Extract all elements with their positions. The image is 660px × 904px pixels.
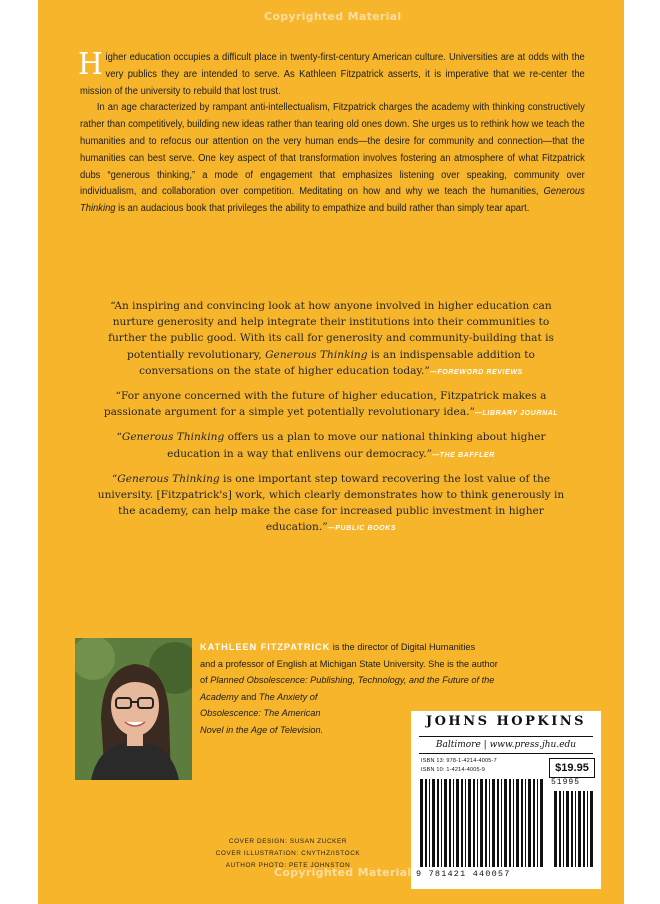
blurb-paragraph-2: In an age characterized by rampant anti-intellectualism, Fitzpatrick charges the academy with thinking constructively rather than competitively, building new ideas rather than tearing old ones down. She urges us to rethink how we teach the humanities and to refocus our attention on the very human ends—the desire for community and connection—that the humanities can best serve. One key aspect of that transformation involves fostering an atmosphere of what Fitzpatrick dubs “generous thinking,” a mode of engagement that emphasizes listening over speaking, community over individualism, and collaboration over competition. Meditating on how and why we teach the humanities, Generous Thinking is an audacious book that privileges the ability to empathize and build rather than simply tear apart. [80,102,585,215]
barcode-icon [419,779,547,867]
book-title: Generous Thinking [80,186,585,215]
price: $19.95 [549,758,595,778]
credit-design: COVER DESIGN: SUSAN ZUCKER [228,838,348,845]
author-photo [75,638,192,780]
addon-barcode-icon [553,791,597,867]
credit-illustration: COVER ILLUSTRATION: CNYTHZ/ISTOCK [215,850,361,857]
review-source: —LIBRARY JOURNAL [474,410,559,418]
isbn-13: ISBN 13: 978-1-4214-4005-7 [421,758,497,764]
watermark-bottom: Copyrighted Material [274,866,412,879]
review-quote: “Generous Thinking offers us a plan to move our national thinking about higher education in a way that enlivens our democracy.”—THE BAFFLER [116,431,546,460]
barcode-number: 9 781421 440057 [416,869,511,879]
blurb-paragraph-1: Higher education occupies a difficult place in twenty-first-century American culture. Universities are at odds with the very publics they are intended to serve. As Kathleen Fitzpatrick asserts, it is imperative that we re-center the mission of the university to rebuild that lost trust. [78,47,585,97]
review-source: —PUBLIC BOOKS [327,525,397,533]
review-quote: “An inspiring and convincing look at how anyone involved in higher education can nurture generosity and help integrate their institutions into their communities to further the public good. With its call for generosity and community-building that is potentially revolutionary, Generous Thinking is an indispensable addition to conversations on the state of higher education today.”—FOREWORD REVIEWS [108,300,554,377]
publisher-name: JOHNS HOPKINS [425,714,587,729]
isbn-10: ISBN 10: 1-4214-4005-9 [421,767,486,773]
drop-cap: H [78,47,103,82]
back-cover [38,0,624,904]
credit-photo: AUTHOR PHOTO: PETE JOHNSTON [225,862,351,869]
review-quote: “For anyone concerned with the future of higher education, Fitzpatrick makes a passionate argument for a simple yet potentially revolutionary idea.”—LIBRARY JOURNAL [103,390,559,419]
review-quote: “Generous Thinking is one important step toward recovering the lost value of the university. [Fitzpatrick's] work, which clearly demonstrates how to think generously in the academy, can help make the case for increased public investment in higher education.”—PUBLIC BOOKS [97,472,565,534]
review-source: —THE BAFFLER [432,451,495,459]
publisher-label [411,711,601,889]
review-source: —FOREWORD REVIEWS [429,368,523,376]
review-quotes [92,298,570,545]
publisher-city-url: Baltimore | www.press.jhu.edu [419,736,593,754]
addon-number: 51995 [551,778,581,787]
author-name: KATHLEEN FITZPATRICK [200,642,331,653]
author-bio: KATHLEEN FITZPATRICK is the director of Digital Humanities and a professor of English at Michigan State University. She is the author of Planned Obsolescence: Publishing, Technology, and the Future of the Academy and The Anxiety of Obsolescence: The American Novel in the Age of Television. [200,642,498,736]
watermark-top: Copyrighted Material [264,10,402,23]
description-blurb [78,47,585,218]
